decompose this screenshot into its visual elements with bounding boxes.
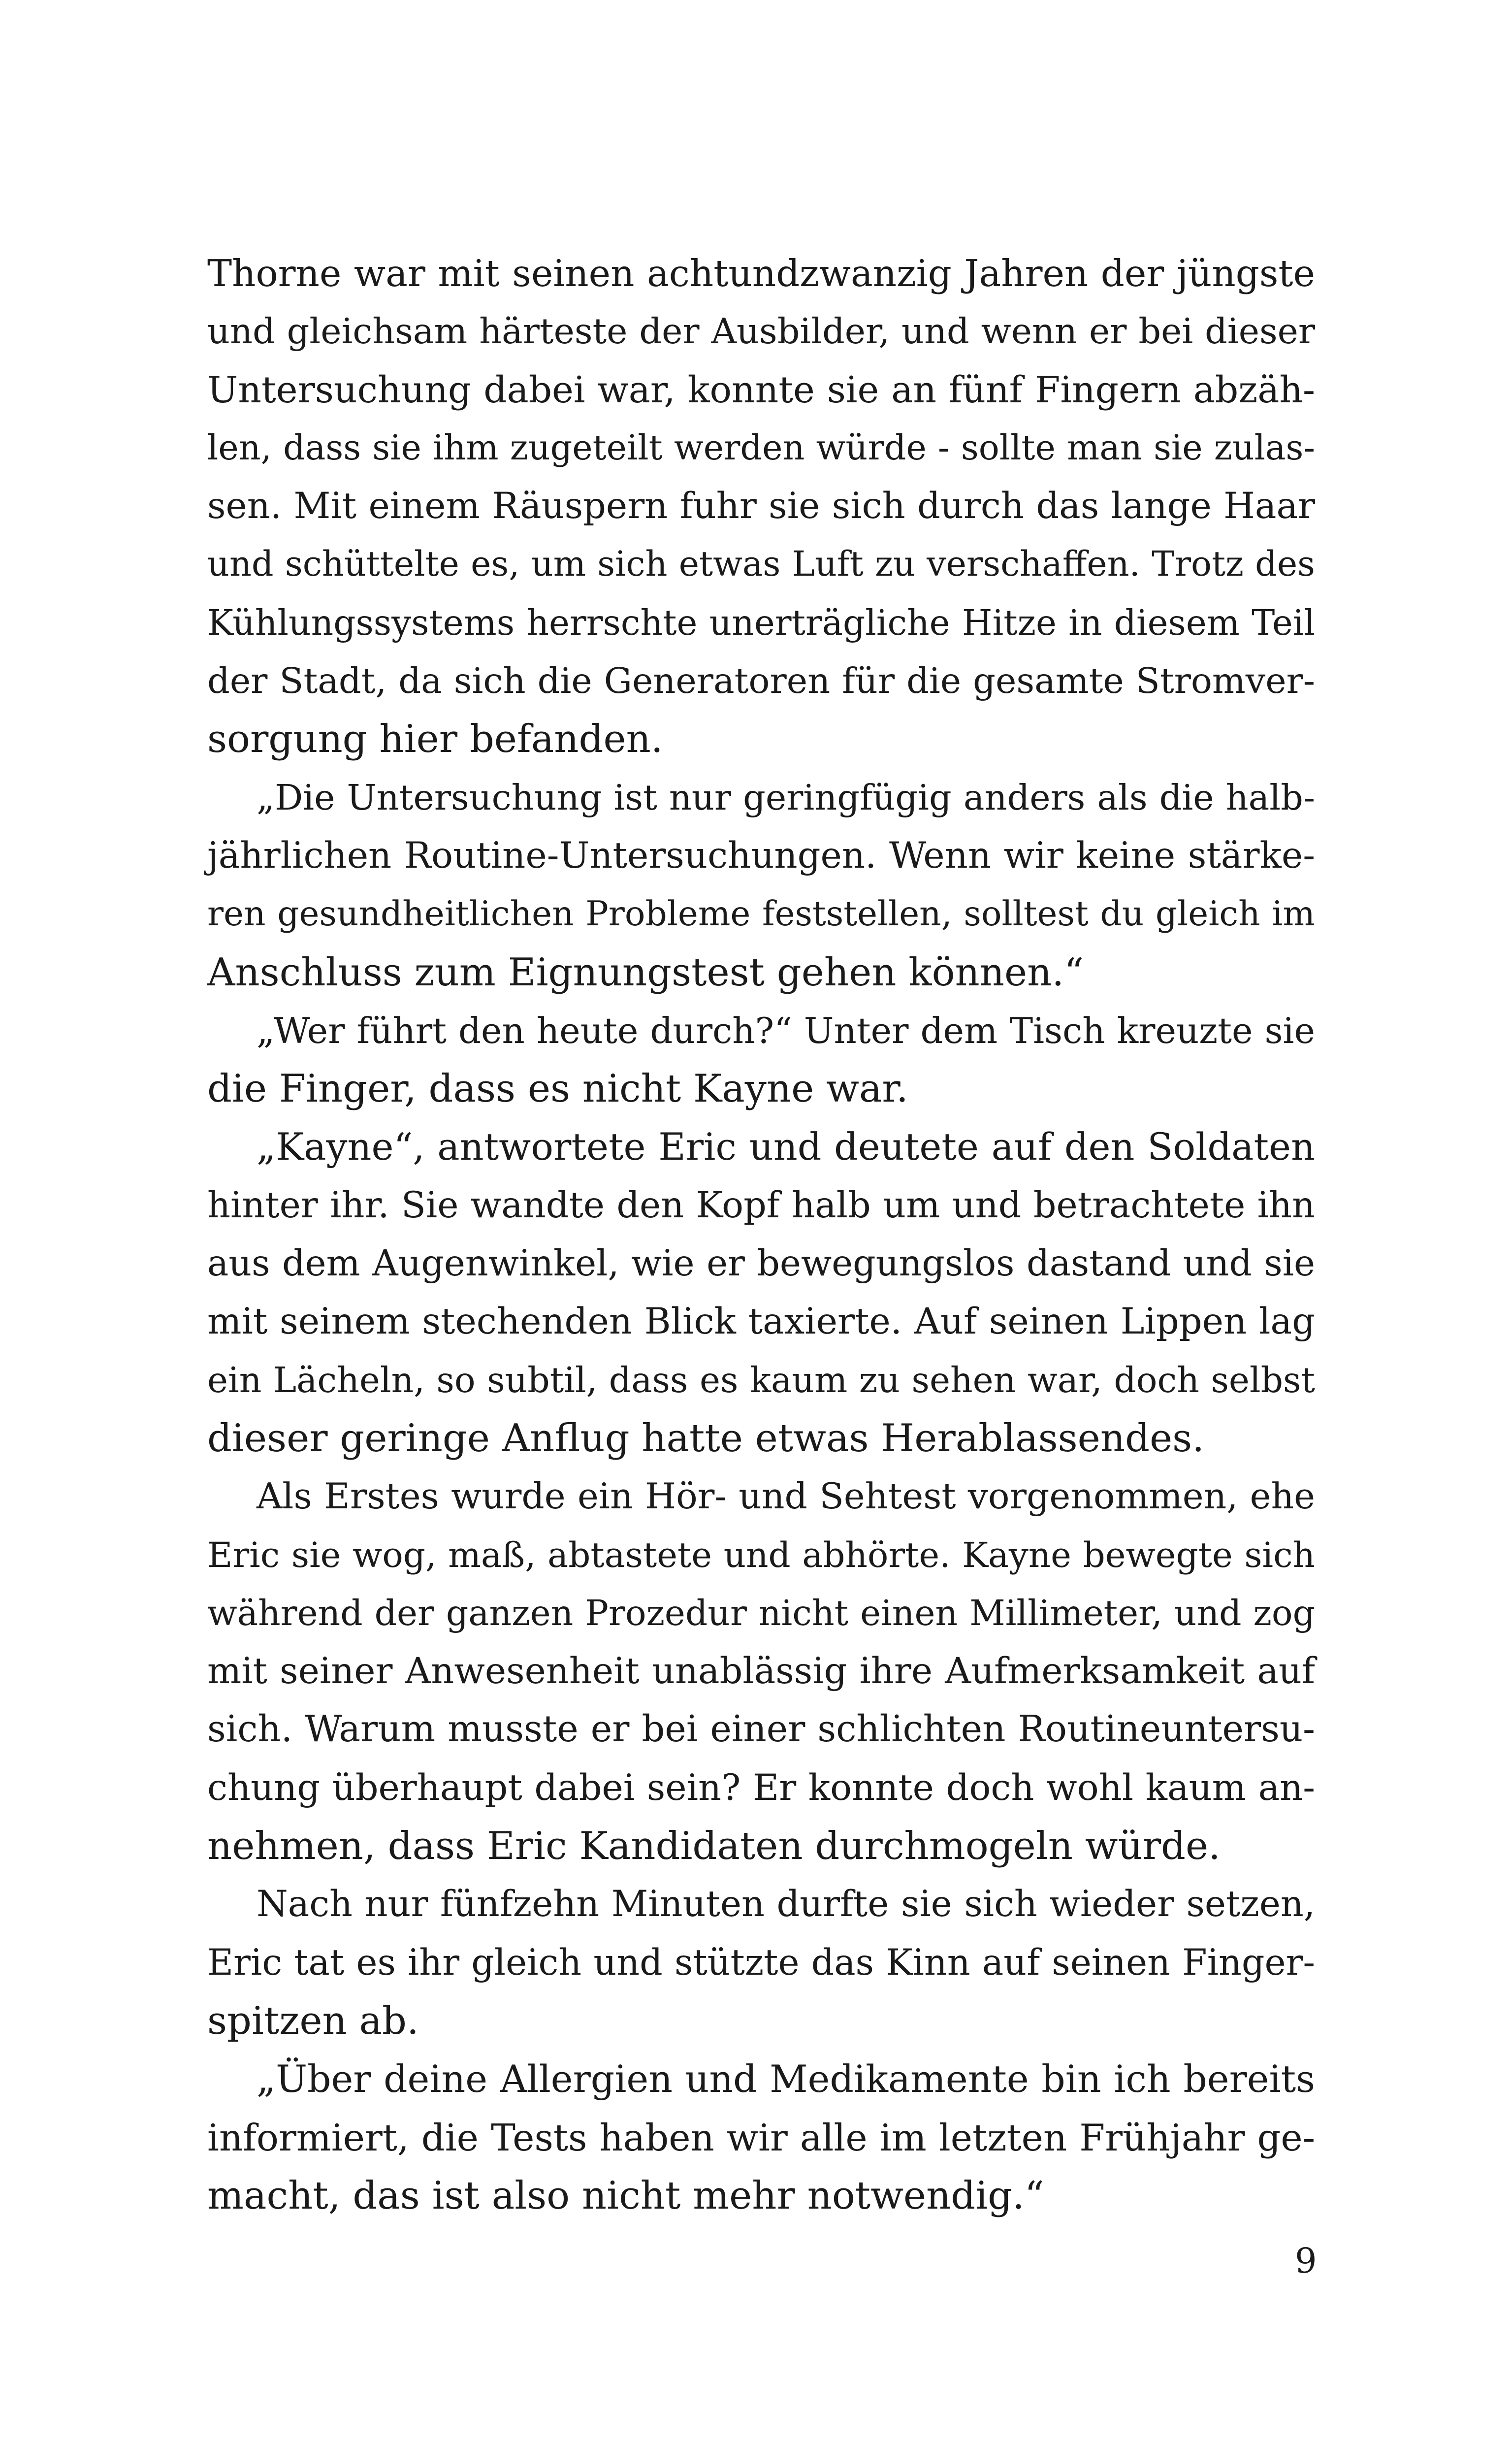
paragraph [207, 2050, 1315, 2225]
text-line: Anschluss zum Eignungstest gehen können.“ [207, 950, 1084, 995]
paragraph [207, 769, 1315, 1002]
text-line: Eric sie wog, maß, abtastete und abhörte. Kayne bewegte sich [207, 1534, 1315, 1575]
text-line: ren gesundheitlichen Probleme feststellen, solltest du gleich im [207, 894, 1315, 934]
text-line: Eric tat es ihr gleich und stützte das Kinn auf seinen Finger- [207, 1941, 1315, 1984]
text-line: „Kayne“, antwortete Eric und deutete auf den Soldaten [257, 1125, 1315, 1169]
text-line: „Wer führt den heute durch?“ Unter dem Tisch kreuzte sie [257, 1010, 1315, 1051]
text-line: sen. Mit einem Räuspern fuhr sie sich durch das lange Haar [207, 485, 1315, 527]
text-line: len, dass sie ihm zugeteilt werden würde - sollte man sie zulas- [207, 427, 1315, 468]
text-line: nehmen, dass Eric Kandidaten durchmogeln würde. [207, 1824, 1221, 1869]
text-line: aus dem Augenwinkel, wie er bewegungslos dastand und sie [207, 1243, 1315, 1285]
text-line: der Stadt, da sich die Generatoren für die gesamte Stromver- [207, 660, 1315, 702]
text-line: Als Erstes wurde ein Hör- und Sehtest vorgenommen, ehe [257, 1476, 1315, 1518]
text-line: Untersuchung dabei war, konnte sie an fünf Fingern abzäh- [207, 368, 1315, 411]
text-line: mit seiner Anwesenheit unablässig ihre Aufmerksamkeit auf [207, 1650, 1315, 1693]
paragraph [207, 1467, 1315, 1875]
body-text [207, 244, 1315, 2225]
text-line: Nach nur fünfzehn Minuten durfte sie sich wieder setzen, [257, 1883, 1315, 1925]
text-line: „Über deine Allergien und Medikamente bin ich bereits [257, 2057, 1315, 2101]
text-line: ein Lächeln, so subtil, dass es kaum zu sehen war, doch selbst [207, 1359, 1315, 1401]
text-line: die Finger, dass es nicht Kayne war. [207, 1067, 908, 1111]
text-line: hinter ihr. Sie wandte den Kopf halb um und betrachtete ihn [207, 1184, 1315, 1226]
text-line: dieser geringe Anflug hatte etwas Herablassendes. [207, 1416, 1204, 1461]
text-line: Thorne war mit seinen achtundzwanzig Jahren der jüngste [207, 252, 1315, 295]
text-line: Kühlungssystems herrschte unerträgliche Hitze in diesem Teil [207, 602, 1315, 643]
text-line: informiert, die Tests haben wir alle im letzten Frühjahr ge- [207, 2116, 1315, 2159]
text-line: chung überhaupt dabei sein? Er konnte doch wohl kaum an- [207, 1766, 1315, 1809]
paragraph [207, 1118, 1315, 1467]
paragraph [207, 1875, 1315, 2050]
paragraph [207, 1002, 1315, 1118]
text-line: während der ganzen Prozedur nicht einen Millimeter, und zog [207, 1592, 1315, 1633]
page-number: 9 [1295, 2241, 1317, 2281]
text-line: sich. Warum musste er bei einer schlichten Routineuntersu- [207, 1708, 1315, 1751]
text-line: macht, das ist also nicht mehr notwendig.“ [207, 2173, 1044, 2218]
paragraph [207, 244, 1315, 769]
text-line: sorgung hier befanden. [207, 717, 663, 762]
text-line: spitzen ab. [207, 1998, 419, 2043]
text-line: und gleichsam härteste der Ausbilder, und wenn er bei dieser [207, 311, 1315, 352]
text-line: und schüttelte es, um sich etwas Luft zu verschaffen. Trotz des [207, 544, 1315, 585]
text-line: mit seinem stechenden Blick taxierte. Auf seinen Lippen lag [207, 1301, 1315, 1343]
text-line: jährlichen Routine-Untersuchungen. Wenn wir keine stärke- [207, 834, 1315, 877]
text-line: „Die Untersuchung ist nur geringfügig anders als die halb- [257, 777, 1315, 818]
